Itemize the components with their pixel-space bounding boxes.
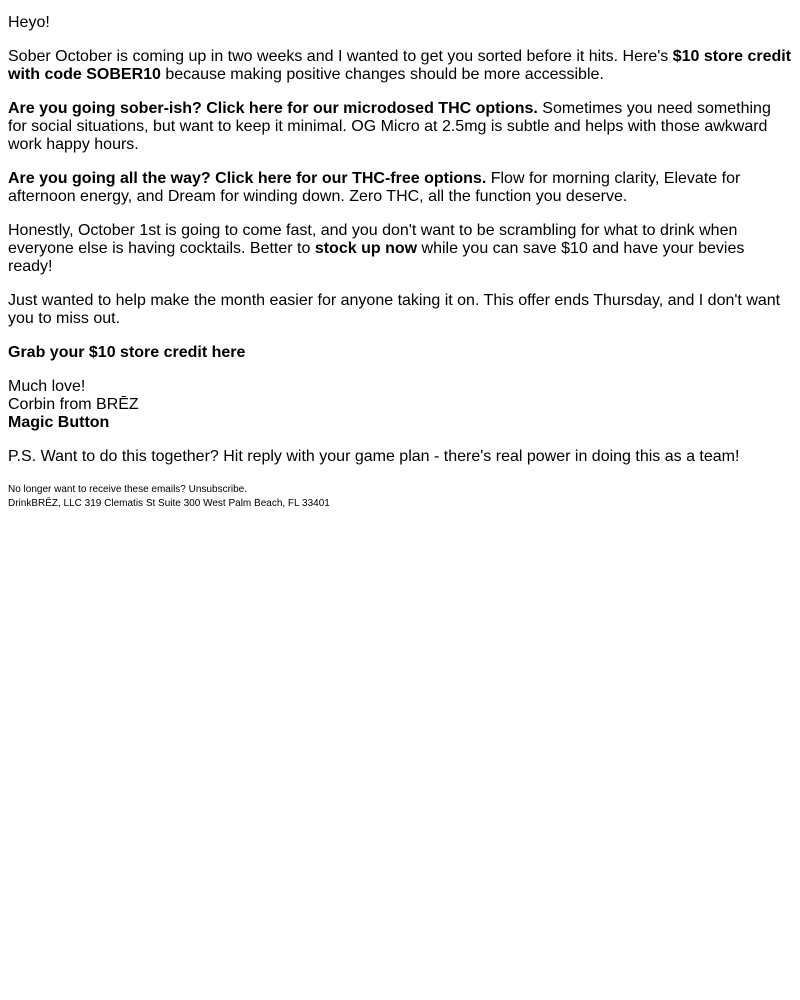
stock-up-text-before: Honestly, October 1st is going to come fast, and you don't want to be scrambling for what to drink when everyone else is having cocktails. Better to — [8, 222, 738, 257]
thc-free-link[interactable]: Are you going all the way? Click here for our THC-free options. — [8, 170, 487, 187]
stock-up-paragraph — [8, 222, 792, 276]
microdosed-thc-link[interactable]: Are you going sober-ish? Click here for our microdosed THC options. — [8, 100, 538, 117]
email-footer — [8, 483, 792, 511]
unsubscribe-line — [8, 483, 792, 497]
sender-line: Corbin from BRĒZ — [8, 396, 139, 413]
thc-option-paragraph — [8, 100, 792, 154]
intro-text-after: because making positive changes should be more accessible. — [160, 66, 604, 83]
cta-paragraph — [8, 344, 792, 362]
greeting: Heyo! — [8, 14, 50, 31]
unsubscribe-text: No longer want to receive these emails? — [8, 484, 189, 495]
thc-option-text: Sometimes you need something for social situations, but want to keep it minimal. OG Micro at 2.5mg is subtle and helps with those awkward work happy hours. — [8, 100, 771, 153]
thc-free-option-text: Flow for morning clarity, Elevate for afternoon energy, and Dream for winding down. Zero THC, all the function you deserve. — [8, 170, 741, 205]
thc-free-option-paragraph — [8, 170, 792, 206]
reminder-paragraph: Just wanted to help make the month easier for anyone taking it on. This offer ends Thursday, and I don't want you to miss out. — [8, 292, 781, 327]
closing-line: Much love! — [8, 378, 86, 395]
stock-up-text-after: while you can save $10 and have your bevies ready! — [8, 240, 745, 275]
unsubscribe-period: . — [244, 484, 248, 495]
magic-button-link[interactable]: Magic Button — [8, 414, 110, 431]
intro-text-before: Sober October is coming up in two weeks and I wanted to get you sorted before it hits. Here's — [8, 48, 673, 65]
ps-paragraph: P.S. Want to do this together? Hit reply with your game plan - there's real power in doing this as a team! — [8, 448, 740, 465]
promo-code-highlight: $10 store credit with code SOBER10 — [8, 48, 792, 83]
signoff — [8, 378, 792, 432]
intro-paragraph — [8, 48, 792, 84]
grab-store-credit-link[interactable]: Grab your $10 store credit here — [8, 344, 246, 361]
company-address: DrinkBRĒZ, LLC 319 Clematis St Suite 300 West Palm Beach, FL 33401 — [8, 498, 330, 509]
stock-up-link[interactable]: stock up now — [314, 240, 418, 257]
unsubscribe-link[interactable]: Unsubscribe — [188, 484, 245, 495]
